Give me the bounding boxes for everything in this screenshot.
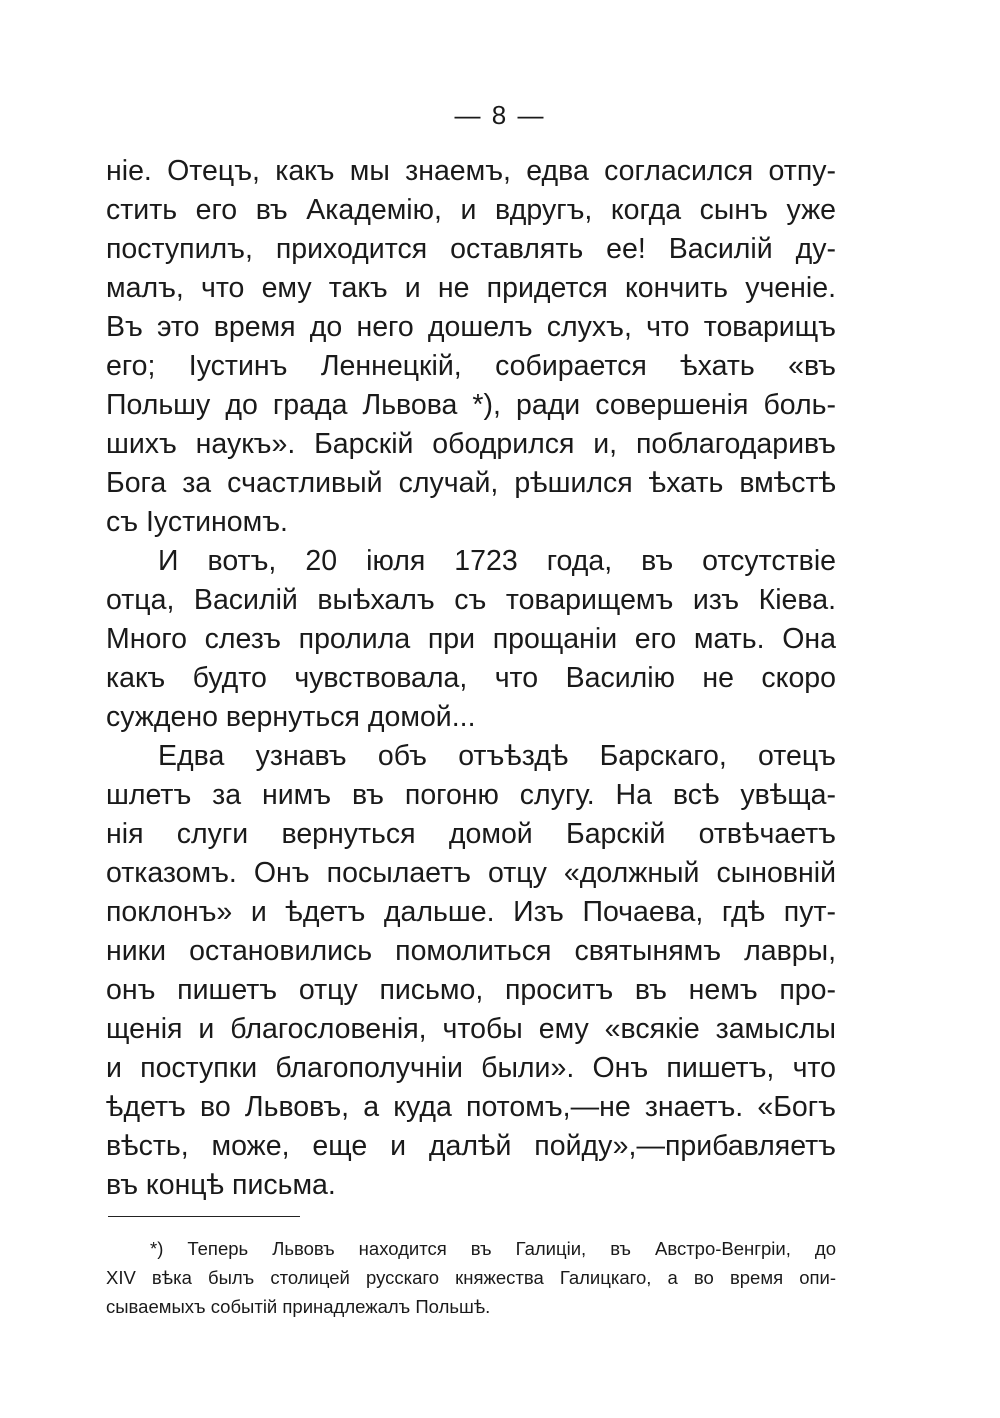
text-line: И вотъ, 20 іюля 1723 года, въ отсутствіе — [158, 545, 836, 577]
text-line: ники остановились помолиться святынямъ лавры, — [106, 935, 836, 967]
text-line: его; Іустинъ Леннецкій, собирается ѣхать «въ — [106, 350, 836, 382]
text-line: поклонъ» и ѣдетъ дальше. Изъ Почаева, гдѣ пут- — [106, 896, 836, 928]
text-line: Много слезъ пролила при прощаніи его мать. Она — [106, 623, 836, 655]
text-line: Едва узнавъ объ отъѣздѣ Барскаго, отецъ — [158, 740, 836, 772]
footnote-line: сываемыхъ событій принадлежалъ Польшѣ. — [106, 1296, 491, 1317]
text-line: какъ будто чувствовала, что Василію не скоро — [106, 662, 836, 694]
text-line: Бога за счастливый случай, рѣшился ѣхать вмѣстѣ — [106, 467, 836, 499]
text-line: онъ пишетъ отцу письмо, проситъ въ немъ про- — [106, 974, 836, 1006]
text-line: ніе. Отецъ, какъ мы знаемъ, едва согласился отпу- — [106, 155, 836, 187]
footnote-divider — [108, 1216, 300, 1217]
text-line: суждено вернуться домой... — [106, 701, 476, 733]
footnote-line: *) Теперь Львовъ находится въ Галиціи, въ Австро-Венгріи, до — [150, 1238, 836, 1259]
text-line: съ Іустиномъ. — [106, 506, 288, 538]
footnote-line: XIV вѣка былъ столицей русскаго княжества Галицкаго, а во время опи- — [106, 1267, 836, 1288]
text-line: нія слуги вернуться домой Барскій отвѣчаетъ — [106, 818, 836, 850]
page-number: — 8 — — [454, 100, 546, 130]
text-line: щенія и благословенія, чтобы ему «всякіе замыслы — [106, 1013, 836, 1045]
text-line: отца, Василій выѣхалъ съ товарищемъ изъ Кіева. — [106, 584, 836, 616]
text-line: Въ это время до него дошелъ слухъ, что товарищъ — [106, 311, 836, 343]
text-line: малъ, что ему такъ и не придется кончить ученіе. — [106, 272, 836, 304]
text-line: шлетъ за нимъ въ погоню слугу. На всѣ увѣща- — [106, 779, 836, 811]
main-text — [106, 152, 836, 1205]
text-line: стить его въ Академію, и вдругъ, когда сынъ уже — [106, 194, 836, 226]
text-line: отказомъ. Онъ посылаетъ отцу «должный сыновній — [106, 857, 836, 889]
text-line: ѣдетъ во Львовъ, а куда потомъ,—не знаетъ. «Богъ — [106, 1091, 836, 1123]
footnote — [106, 1234, 836, 1321]
text-line: въ концѣ письма. — [106, 1169, 336, 1201]
text-line: вѣсть, може, еще и далѣй пойду»,—прибавляетъ — [106, 1130, 836, 1162]
text-line: и поступки благополучніи были». Онъ пишетъ, что — [106, 1052, 836, 1084]
text-line: поступилъ, приходится оставлять ее! Василій ду- — [106, 233, 836, 265]
text-line: шихъ наукъ». Барскій ободрился и, поблагодаривъ — [106, 428, 836, 460]
text-line: Польшу до града Львова *), ради совершенія боль- — [106, 389, 836, 421]
